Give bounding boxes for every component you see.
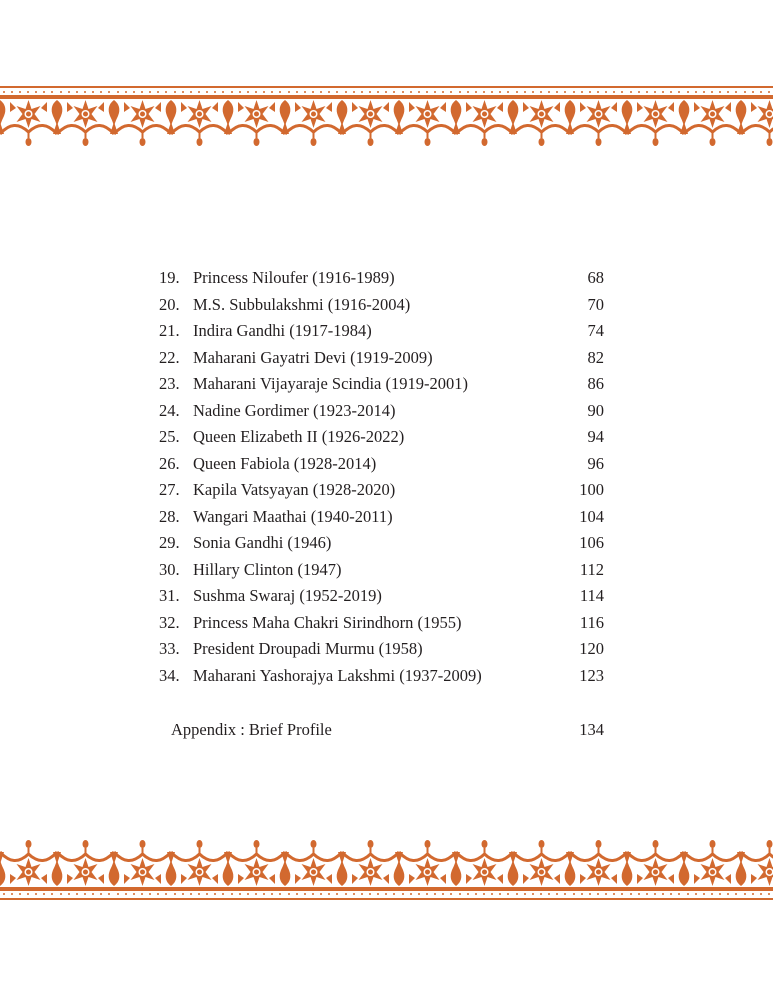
entry-title: Nadine Gordimer (1923-2014) bbox=[193, 400, 396, 420]
entry-title: Sonia Gandhi (1946) bbox=[193, 533, 332, 552]
toc-entry[interactable] bbox=[159, 399, 604, 423]
top-lace-border bbox=[0, 84, 773, 154]
entry-page: 120 bbox=[579, 639, 604, 658]
entry-title: President Droupadi Murmu (1958) bbox=[193, 639, 423, 658]
toc-entry[interactable] bbox=[159, 531, 604, 555]
entry-page: 94 bbox=[587, 427, 604, 446]
toc-entry[interactable] bbox=[159, 425, 604, 449]
entry-number: 28. bbox=[159, 506, 180, 526]
entry-number: 27. bbox=[159, 480, 180, 499]
toc-entry[interactable] bbox=[159, 558, 604, 582]
entry-page: 106 bbox=[579, 533, 604, 552]
toc-entry[interactable] bbox=[159, 452, 604, 476]
toc-entry[interactable] bbox=[159, 505, 604, 529]
lace-ornament-icon bbox=[0, 84, 773, 154]
entry-page: 74 bbox=[587, 321, 604, 340]
entry-title: Maharani Yashorajya Lakshmi (1937-2009) bbox=[193, 665, 482, 685]
entry-number: 25. bbox=[159, 427, 180, 446]
entry-number: 24. bbox=[159, 400, 180, 420]
toc-entry[interactable] bbox=[159, 611, 604, 635]
appendix-title: Appendix : Brief Profile bbox=[171, 720, 332, 739]
entry-number: 33. bbox=[159, 639, 180, 658]
entry-number: 31. bbox=[159, 586, 180, 605]
entry-page: 112 bbox=[579, 559, 604, 579]
toc-entry[interactable] bbox=[159, 346, 604, 370]
entry-page: 70 bbox=[587, 294, 604, 314]
entry-title: M.S. Subbulakshmi (1916-2004) bbox=[193, 294, 411, 314]
entry-title: Maharani Gayatri Devi (1919-2009) bbox=[193, 347, 433, 367]
entry-page: 90 bbox=[587, 400, 604, 420]
entry-page: 116 bbox=[579, 612, 604, 632]
entry-title: Queen Elizabeth II (1926-2022) bbox=[193, 427, 405, 446]
entry-page: 100 bbox=[579, 480, 604, 499]
lace-ornament-icon bbox=[0, 832, 773, 902]
entry-title: Kapila Vatsyayan (1928-2020) bbox=[193, 480, 396, 499]
entry-number: 19. bbox=[159, 268, 180, 287]
entry-number: 30. bbox=[159, 559, 180, 579]
toc-entry[interactable] bbox=[159, 266, 604, 290]
entry-number: 34. bbox=[159, 665, 180, 685]
entry-page: 82 bbox=[587, 347, 604, 367]
entry-number: 26. bbox=[159, 453, 180, 473]
toc-entry[interactable] bbox=[159, 372, 604, 396]
appendix-page: 134 bbox=[579, 720, 604, 739]
toc-entry[interactable] bbox=[159, 584, 604, 608]
toc-entry[interactable] bbox=[159, 664, 604, 688]
entry-page: 114 bbox=[579, 586, 604, 605]
entry-number: 23. bbox=[159, 374, 180, 393]
toc-entry[interactable] bbox=[159, 478, 604, 502]
entry-title: Queen Fabiola (1928-2014) bbox=[193, 453, 377, 473]
entry-number: 21. bbox=[159, 321, 180, 340]
entry-title: Wangari Maathai (1940-2011) bbox=[193, 506, 393, 526]
entry-number: 22. bbox=[159, 347, 180, 367]
entry-page: 68 bbox=[587, 268, 604, 287]
entry-number: 29. bbox=[159, 533, 180, 552]
entry-page: 86 bbox=[587, 374, 604, 393]
entry-title: Maharani Vijayaraje Scindia (1919-2001) bbox=[193, 374, 468, 393]
entry-title: Sushma Swaraj (1952-2019) bbox=[193, 586, 382, 605]
bottom-lace-border bbox=[0, 832, 773, 902]
entry-page: 104 bbox=[579, 506, 604, 526]
entry-title: Hillary Clinton (1947) bbox=[193, 559, 342, 579]
entry-title: Princess Niloufer (1916-1989) bbox=[193, 268, 395, 287]
toc-entry[interactable] bbox=[159, 319, 604, 343]
entry-page: 96 bbox=[587, 453, 604, 473]
toc-appendix-entry[interactable] bbox=[159, 718, 604, 742]
entry-title: Princess Maha Chakri Sirindhorn (1955) bbox=[193, 612, 462, 632]
entry-number: 32. bbox=[159, 612, 180, 632]
entry-page: 123 bbox=[579, 665, 604, 685]
entry-title: Indira Gandhi (1917-1984) bbox=[193, 321, 372, 340]
toc-entry[interactable] bbox=[159, 293, 604, 317]
entry-number: 20. bbox=[159, 294, 180, 314]
toc-entry[interactable] bbox=[159, 637, 604, 661]
